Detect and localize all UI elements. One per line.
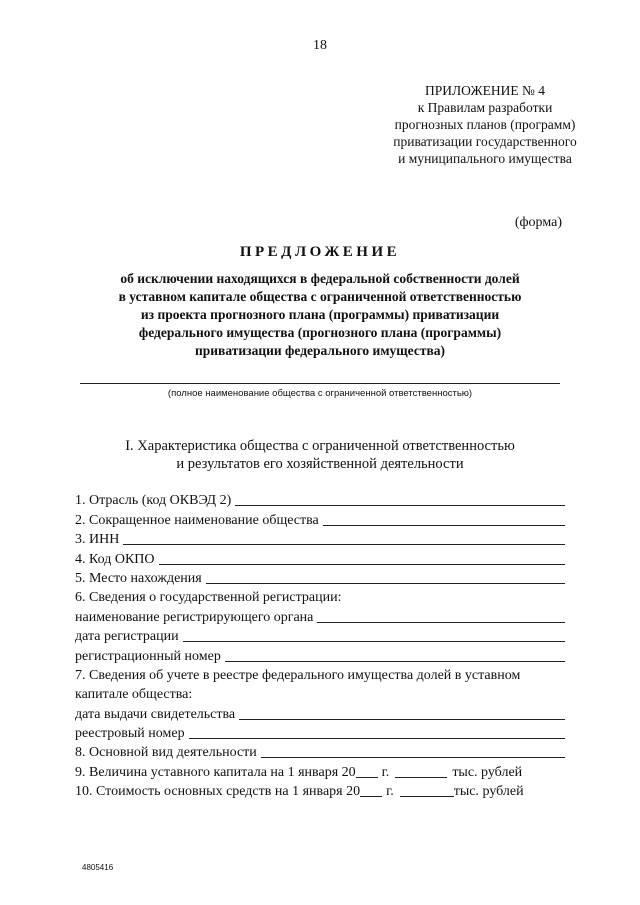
appendix-line: прогнозных планов (программ) [394, 117, 576, 132]
field-registry-heading [75, 665, 565, 684]
field-label: 4. Код ОКПО [75, 551, 155, 567]
document-title: ПРЕДЛОЖЕНИЕ [239, 244, 401, 260]
field-input-line[interactable] [323, 512, 565, 526]
field-registry-number [75, 723, 565, 742]
page-number: 18 [313, 38, 327, 53]
unit-label: тыс. рублей [452, 764, 523, 780]
field-industry [75, 490, 565, 509]
field-fixed-assets [75, 781, 565, 800]
field-label: 6. Сведения о государственной регистрации: [75, 590, 342, 606]
document-code: 4805416 [82, 863, 114, 872]
field-input-line[interactable] [189, 725, 565, 739]
amount-input-line[interactable] [400, 783, 454, 797]
field-short-name [75, 509, 565, 528]
subtitle-line: об исключении находящихся в федеральной собственности долей [120, 271, 520, 286]
field-input-line[interactable] [206, 570, 565, 584]
field-inn [75, 529, 565, 548]
subtitle-line: из проекта прогнозного плана (программы) приватизации [140, 307, 500, 322]
appendix-line: ПРИЛОЖЕНИЕ № 4 [424, 83, 546, 98]
year-suffix: г. [381, 764, 390, 780]
field-registration-date [75, 626, 565, 645]
field-input-line[interactable] [239, 706, 565, 720]
field-input-line[interactable] [225, 648, 565, 662]
field-okpo [75, 548, 565, 567]
appendix-line: к Правилам разработки [417, 100, 553, 115]
field-label: дата регистрации [75, 629, 179, 645]
field-label: капитале общества: [75, 687, 193, 703]
field-location [75, 568, 565, 587]
field-registration-number [75, 645, 565, 664]
company-name-field[interactable] [80, 383, 560, 384]
subtitle-line: федерального имущества (прогнозного плана (программы) [138, 325, 502, 340]
field-label: 1. Отрасль (код ОКВЭД 2) [75, 493, 232, 509]
field-label: 3. ИНН [75, 532, 120, 548]
field-label: 2. Сокращенное наименование общества [75, 512, 319, 528]
subtitle-line: приватизации федерального имущества) [194, 343, 445, 358]
field-registry-heading-cont [75, 684, 565, 703]
company-name-caption: (полное наименование общества с ограниченной ответственностью) [167, 388, 473, 399]
appendix-line: и муниципального имущества [398, 151, 572, 166]
field-main-activity [75, 742, 565, 761]
year-input-line[interactable] [356, 764, 378, 778]
field-input-line[interactable] [123, 531, 565, 545]
field-label: 8. Основной вид деятельности [75, 745, 257, 761]
field-registration-heading [75, 587, 565, 606]
section-title-line: и результатов его хозяйственной деятельности [176, 456, 464, 472]
field-label: реестровый номер [75, 726, 185, 742]
form-mark: (форма) [514, 215, 562, 230]
section-title-line: I. Характеристика общества с ограниченной ответственностью [125, 438, 515, 454]
field-label: 5. Место нахождения [75, 570, 202, 586]
appendix-line: приватизации государственного [393, 134, 577, 149]
year-suffix: г. [386, 784, 394, 800]
field-label: 9. Величина уставного капитала на 1 января 20 [75, 764, 356, 780]
document-subtitle [70, 270, 570, 360]
field-authorized-capital [75, 761, 565, 780]
appendix-header [360, 82, 610, 167]
year-input-line[interactable] [360, 783, 382, 797]
field-input-line[interactable] [183, 628, 565, 642]
field-certificate-date [75, 703, 565, 722]
unit-label: тыс. рублей [453, 784, 524, 800]
field-label: регистрационный номер [75, 648, 221, 664]
section-title [70, 437, 570, 473]
subtitle-line: в уставном капитале общества с ограниченной ответственностью [118, 289, 522, 304]
field-label: 10. Стоимость основных средств на 1 января 20 [75, 784, 361, 800]
field-input-line[interactable] [235, 492, 565, 506]
field-input-line[interactable] [317, 609, 565, 623]
form-fields [75, 490, 565, 800]
field-label: 7. Сведения об учете в реестре федерального имущества долей в уставном [75, 667, 521, 683]
field-label: наименование регистрирующего органа [75, 609, 314, 625]
field-input-line[interactable] [159, 551, 565, 565]
field-label: дата выдачи свидетельства [75, 706, 236, 722]
field-registrar [75, 606, 565, 625]
amount-input-line[interactable] [395, 764, 447, 778]
field-input-line[interactable] [261, 744, 565, 758]
